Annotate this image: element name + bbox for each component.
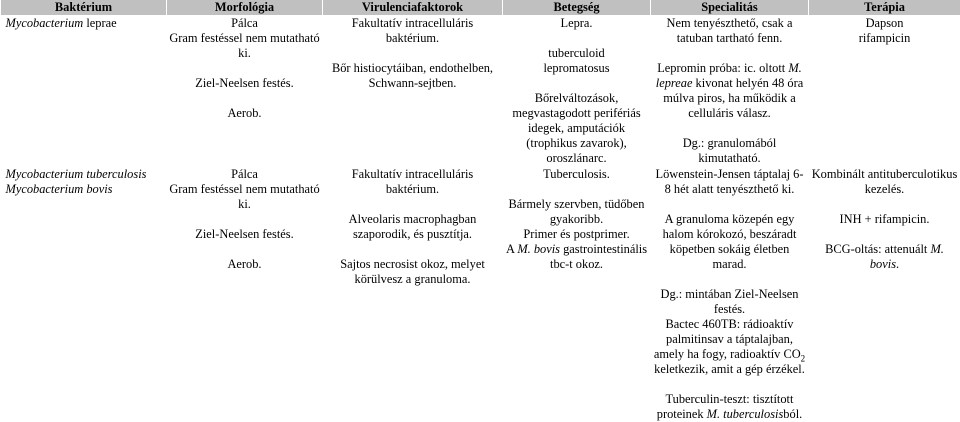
header-specialty: Specialitás [651,0,809,15]
header-disease: Betegség [503,0,651,15]
therapy-line: Kombinált antituberculotikus kezelés. [811,167,959,197]
line-gap [325,46,501,61]
virulence-cell [323,166,503,422]
specialty-cell [651,166,809,422]
morphology-cell [167,166,323,422]
specialty-line: Dg.: granulomából kimutatható. [653,136,807,166]
specialty-line: Bactec 460TB: rádioaktív palmitinsav a táptalajban, amely ha fogy, radioaktív $CO_2$ keletkezik, amit a gép érzékel. [653,317,807,377]
line-gap [653,272,807,287]
line-gap [325,242,501,257]
specialty-line: Löwenstein-Jensen táptalaj 6-8 hét alatt tenyészthető ki. [653,167,807,197]
disease-cell [503,166,651,422]
disease-line: lepromatosus [505,61,649,76]
morphology-line: Aerob. [169,257,321,272]
bacterium-name: Mycobacterium tuberculosis [6,167,165,182]
bacterium-cell [1,166,167,422]
therapy-line: BCG-oltás: attenuált M. bovis. [811,242,959,272]
bacterium-name: Mycobacterium leprae [6,16,165,31]
morphology-line: Pálca [169,16,321,31]
line-gap [505,182,649,197]
line-gap [653,197,807,212]
virulence-line: Bőr histiocytáiban, endothelben, Schwann-sejtben. [325,61,501,91]
specialty-line: A granuloma közepén egy halom kórokozó, beszáradt köpetben sokáig életben marad. [653,212,807,272]
disease-cell [503,15,651,166]
disease-line: Tuberculosis. [505,167,649,182]
therapy-line: INH + rifampicin. [811,212,959,227]
virulence-line: Fakultatív intracelluláris baktérium. [325,16,501,46]
line-gap [505,31,649,46]
morphology-line: Gram festéssel nem mutatható ki. [169,182,321,212]
specialty-line: Dg.: mintában Ziel-Neelsen festés. [653,287,807,317]
line-gap [169,91,321,106]
line-gap [505,76,649,91]
disease-line: Primer és postprimer. [505,227,649,242]
header-bacterium: Baktérium [1,0,167,15]
line-gap [811,227,959,242]
line-gap [325,197,501,212]
specialty-cell [651,15,809,166]
morphology-line: Gram festéssel nem mutatható ki. [169,31,321,61]
specialty-line: Tuberculin-teszt: tisztított proteinek M. tuberculosisból. [653,392,807,422]
morphology-line: Pálca [169,167,321,182]
therapy-cell [809,166,960,422]
header-therapy: Terápia [809,0,960,15]
bacterium-cell [1,15,167,166]
specialty-line: Nem tenyészthető, csak a tatuban tartható fenn. [653,16,807,46]
disease-line: A M. bovis gastrointestinális tbc-t okoz. [505,242,649,272]
line-gap [169,61,321,76]
morphology-line: Ziel-Neelsen festés. [169,76,321,91]
disease-line: Bőrelváltozások, megvastagodott perifériás idegek, amputációk (trophikus zavarok), oroszlánarc. [505,91,649,166]
disease-line: Lepra. [505,16,649,31]
virulence-line: Alveolaris macrophagban szaporodik, és pusztítja. [325,212,501,242]
specialty-line: Lepromin próba: ic. oltott M. lepreae kivonat helyén 48 óra múlva piros, ha működik a celluláris válasz. [653,61,807,121]
header-morphology: Morfológia [167,0,323,15]
therapy-line: Dapson [811,16,959,31]
disease-line: tuberculoid [505,46,649,61]
therapy-cell [809,15,960,166]
disease-line: Bármely szervben, tüdőben gyakoribb. [505,197,649,227]
virulence-cell [323,15,503,166]
morphology-line: Ziel-Neelsen festés. [169,227,321,242]
header-virulence: Virulenciafaktorok [323,0,503,15]
bacterium-name: Mycobacterium bovis [6,182,165,197]
line-gap [169,242,321,257]
morphology-line: Aerob. [169,106,321,121]
line-gap [169,212,321,227]
table-row [1,15,960,166]
therapy-line: rifampicin [811,31,959,46]
line-gap [653,121,807,136]
table-row [1,166,960,422]
morphology-cell [167,15,323,166]
virulence-line: Fakultatív intracelluláris baktérium. [325,167,501,197]
header-row [1,0,960,15]
line-gap [653,377,807,392]
line-gap [811,197,959,212]
line-gap [653,46,807,61]
virulence-line: Sajtos necrosist okoz, melyet körülvesz a granuloma. [325,257,501,287]
